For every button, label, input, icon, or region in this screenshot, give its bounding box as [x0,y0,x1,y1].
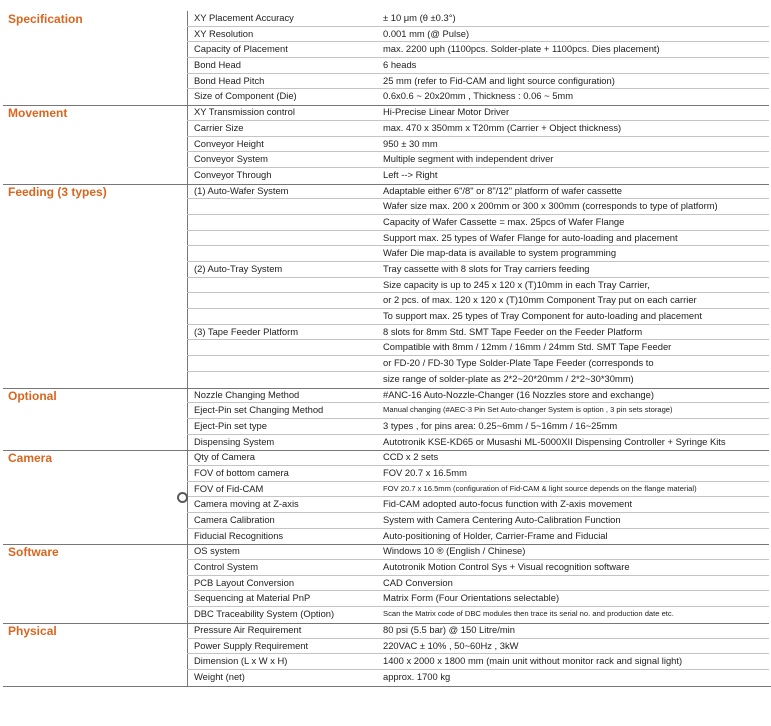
spec-label: Bond Head Pitch [194,74,265,86]
spec-row [187,435,769,451]
spec-sheet [0,11,771,687]
spec-value: max. 2200 uph (1100pcs. Solder-plate + 1100pcs. Dies placement) [383,43,660,55]
spec-row [187,591,769,607]
section-physical [0,623,771,686]
section-title: Feeding (3 types) [8,184,107,199]
spec-label: Pressure Air Requirement [194,623,302,635]
spec-label: Bond Head [194,59,241,71]
spec-row [187,388,769,404]
spec-value: Autotronik Motion Control Sys + Visual recognition software [383,561,630,573]
spec-value: To support max. 25 types of Tray Component for auto-loading and placement [383,310,702,322]
spec-row [187,27,769,43]
spec-value: 80 psi (5.5 bar) @ 150 Litre/min [383,623,515,635]
spec-row [187,278,769,294]
spec-value: Matrix Form (Four Orientations selectable) [383,592,560,604]
spec-value: 3 types , for pins area: 0.25~6mm / 5~16mm / 16~25mm [383,419,618,431]
spec-row [187,497,769,513]
section-feeding-3-types [0,184,771,388]
spec-label: DBC Traceability System (Option) [194,608,335,620]
spec-value: or FD-20 / FD-30 Type Solder-Plate Tape Feeder (corresponds to [383,357,654,369]
spec-label: FOV of bottom camera [194,466,289,478]
spec-row [187,215,769,231]
spec-row [187,607,769,623]
spec-label: Camera Calibration [194,514,275,525]
spec-value: CCD x 2 sets [383,451,439,463]
spec-label: OS system [194,545,240,557]
spec-value: 25 mm (refer to Fid-CAM and light source configuration) [383,74,615,86]
spec-label: Size of Component (Die) [194,90,297,102]
spec-value: Multiple segment with independent driver [383,153,554,165]
spec-value: Size capacity is up to 245 x 120 x (T)10mm in each Tray Carrier, [383,278,650,290]
spec-label: FOV of Fid-CAM [194,482,264,494]
spec-row [187,340,769,356]
spec-label: XY Placement Accuracy [194,12,294,23]
spec-row [187,105,769,121]
spec-value: Hi-Precise Linear Motor Driver [383,106,510,118]
spec-value: Compatible with 8mm / 12mm / 16mm / 24mm Std. SMT Tape Feeder [383,341,672,353]
spec-value: 1400 x 2000 x 1800 mm (main unit without monitor rack and signal light) [383,655,683,667]
section-software [0,544,771,622]
spec-row [187,168,769,184]
spec-label: Dispensing System [194,435,275,447]
spec-label: Weight (net) [194,670,245,682]
spec-row [187,231,769,247]
section-title: Optional [8,388,57,403]
section-movement [0,105,771,183]
spec-label: Conveyor System [194,153,268,165]
spec-label: Carrier Size [194,121,244,133]
spec-value: approx. 1700 kg [383,670,451,682]
spec-label: Qty of Camera [194,451,255,463]
spec-label: Fiducial Recognitions [194,529,284,541]
spec-label: Control System [194,561,259,573]
circle-marker-icon [177,492,188,503]
spec-value: Wafer Die map-data is available to system programming [383,247,617,259]
spec-value: #ANC-16 Auto-Nozzle-Changer (16 Nozzles store and exchange) [383,388,654,400]
spec-row [187,403,769,419]
spec-row [187,356,769,372]
spec-row [187,325,769,341]
spec-row [187,309,769,325]
spec-value: Left --> Right [383,168,438,180]
spec-value: FOV 20.7 x 16.5mm [383,466,467,478]
spec-row [187,450,769,466]
spec-value: Tray cassette with 8 slots for Tray carriers feeding [383,263,590,274]
spec-label: Power Supply Requirement [194,639,309,651]
spec-value: CAD Conversion [383,576,453,588]
spec-row [187,199,769,215]
spec-value: 0.6x0.6 ~ 20x20mm , Thickness : 0.06 ~ 5mm [383,90,574,102]
spec-value: or 2 pcs. of max. 120 x 120 x (T)10mm Component Tray put on each carrier [383,294,697,306]
section-title: Specification [8,12,83,26]
spec-row [187,419,769,435]
spec-label: Camera moving at Z-axis [194,498,299,510]
spec-row [187,262,769,278]
spec-label: XY Transmission control [194,106,295,118]
spec-value: Support max. 25 types of Wafer Flange for auto-loading and placement [383,231,678,243]
spec-row [187,623,769,639]
section-title: Physical [8,623,57,638]
spec-value: 220VAC ± 10% , 50~60Hz , 3kW [383,639,519,651]
spec-value: Manual changing (#AEC-3 Pin Set Auto-changer System is option , 3 pin sets storage) [383,405,673,415]
spec-value: 0.001 mm (@ Pulse) [383,27,470,39]
spec-value: 6 heads [383,59,417,71]
spec-row [187,74,769,90]
spec-row [187,529,769,545]
spec-row [187,246,769,262]
spec-row [187,293,769,309]
spec-value: FOV 20.7 x 16.5mm (configuration of Fid-CAM & light source depends on the flange material) [383,483,697,493]
spec-value: Wafer size max. 200 x 200mm or 300 x 300mm (corresponds to type of platform) [383,200,718,212]
spec-value: max. 470 x 350mm x T20mm (Carrier + Object thickness) [383,121,622,133]
spec-label: PCB Layout Conversion [194,576,295,588]
spec-value: Adaptable either 6"/8" or 8"/12" platform of wafer cassette [383,184,622,196]
spec-label: (1) Auto-Wafer System [194,184,289,196]
spec-value: Scan the Matrix code of DBC modules then trace its serial no. and production date etc. [383,609,674,619]
spec-row [187,639,769,655]
spec-label: Eject-Pin set type [194,419,267,431]
spec-label: Eject-Pin set Changing Method [194,404,324,416]
spec-row [187,137,769,153]
spec-row [187,11,769,27]
spec-row [187,466,769,482]
spec-label: (3) Tape Feeder Platform [194,325,299,337]
spec-row [187,152,769,168]
spec-row [187,482,769,498]
section-title: Camera [8,451,53,466]
spec-value: System with Camera Centering Auto-Calibration Function [383,514,621,525]
spec-row [187,89,769,105]
spec-label: Conveyor Through [194,168,272,180]
spec-row [187,58,769,74]
spec-label: Conveyor Height [194,137,264,149]
spec-value: Autotronik KSE-KD65 or Musashi ML-5000XII Dispensing Controller + Syringe Kits [383,435,726,447]
table-bottom-border [3,686,771,687]
spec-value: 950 ± 30 mm [383,137,438,149]
section-title: Movement [8,106,68,121]
spec-value: size range of solder-plate as 2*2~20*20mm / 2*2~30*30mm) [383,372,634,384]
spec-label: Nozzle Changing Method [194,388,300,400]
spec-value: Windows 10 ® (English / Chinese) [383,545,526,557]
spec-value: Capacity of Wafer Cassette = max. 25pcs of Wafer Flange [383,215,625,227]
spec-label: Dimension (L x W x H) [194,655,288,667]
spec-row [187,654,769,670]
spec-row [187,42,769,58]
section-title: Software [8,545,59,560]
spec-row [187,560,769,576]
spec-label: XY Resolution [194,27,254,39]
spec-label: (2) Auto-Tray System [194,263,283,274]
spec-value: ± 10 μm (θ ±0.3°) [383,12,456,23]
section-optional [0,388,771,451]
spec-row [187,184,769,200]
spec-row [187,576,769,592]
spec-label: Capacity of Placement [194,43,288,55]
spec-value: Fid-CAM adopted auto-focus function with Z-axis movement [383,498,633,510]
spec-row [187,513,769,529]
spec-value: 8 slots for 8mm Std. SMT Tape Feeder on the Feeder Platform [383,325,643,337]
spec-row [187,670,769,686]
section-camera [0,450,771,544]
spec-row [187,372,769,388]
section-specification [0,11,771,105]
spec-row [187,544,769,560]
spec-value: Auto-positioning of Holder, Carrier-Frame and Fiducial [383,529,608,541]
spec-row [187,121,769,137]
spec-label: Sequencing at Material PnP [194,592,311,604]
